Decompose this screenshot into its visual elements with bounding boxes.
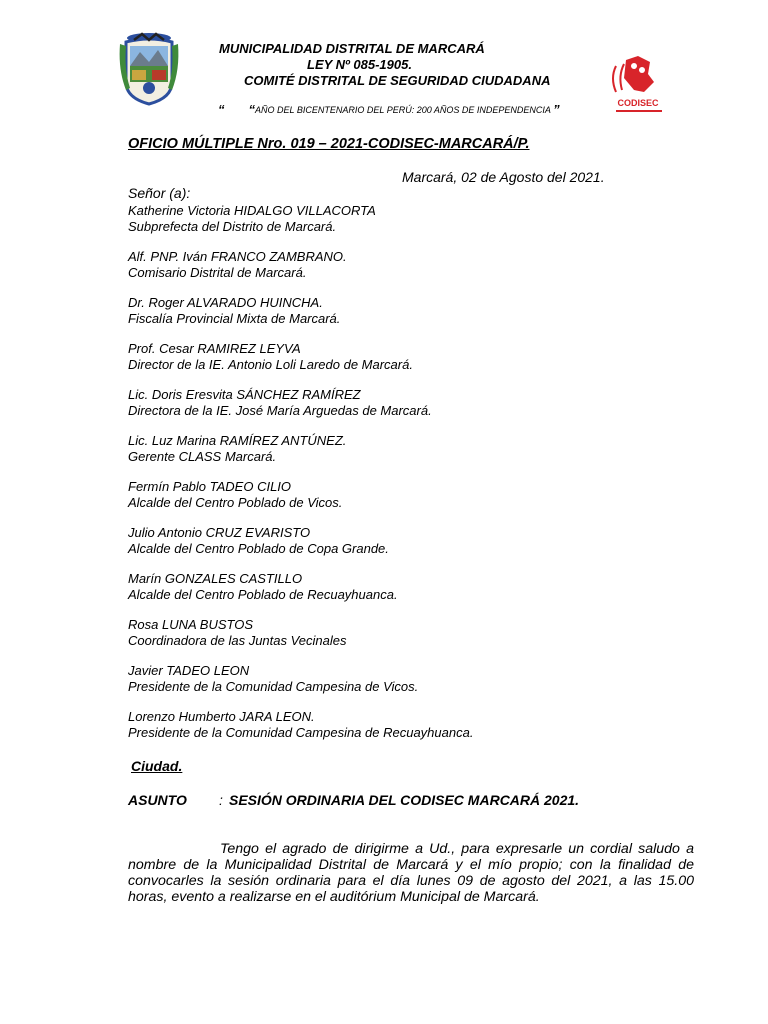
subject-label: ASUNTO <box>128 792 187 808</box>
city-line: Ciudad. <box>131 758 183 774</box>
recipient-name: Lic. Doris Eresvita SÁNCHEZ RAMÍREZ <box>128 387 361 402</box>
recipient-role: Fiscalía Provincial Mixta de Marcará. <box>128 311 341 326</box>
motto-open-quote: “ <box>218 102 225 117</box>
codisec-logo-label: CODISEC <box>617 98 659 108</box>
recipient-item <box>128 709 473 755</box>
motto-quote: “ <box>248 102 255 117</box>
recipient-item <box>128 433 473 479</box>
recipient-item <box>128 479 473 525</box>
recipient-name: Dr. Roger ALVARADO HUINCHA. <box>128 295 323 310</box>
recipient-name: Lic. Luz Marina RAMÍREZ ANTÚNEZ. <box>128 433 347 448</box>
recipient-role: Subprefecta del Distrito de Marcará. <box>128 219 337 234</box>
recipient-item <box>128 663 473 709</box>
recipient-role: Alcalde del Centro Poblado de Vicos. <box>128 495 343 510</box>
recipient-item <box>128 571 473 617</box>
recipient-role: Gerente CLASS Marcará. <box>128 449 277 464</box>
codisec-underline <box>616 110 662 112</box>
motto-close-quote: ” <box>553 102 560 117</box>
recipient-item <box>128 249 473 295</box>
municipal-crest-icon <box>116 30 182 112</box>
header-law: LEY Nº 085-1905. <box>307 57 412 72</box>
document-reference: OFICIO MÚLTIPLE Nro. 019 – 2021-CODISEC-MARCARÁ/P. <box>128 136 530 152</box>
recipient-item <box>128 387 473 433</box>
recipient-role: Alcalde del Centro Poblado de Recuayhuanca. <box>128 587 398 602</box>
recipient-role: Directora de la IE. José María Arguedas de Marcará. <box>128 403 432 418</box>
motto-text: AÑO DEL BICENTENARIO DEL PERÚ: 200 AÑOS DE INDEPENDENCIA <box>255 105 551 115</box>
recipient-name: Alf. PNP. Iván FRANCO ZAMBRANO. <box>128 249 347 264</box>
subject-text: SESIÓN ORDINARIA DEL CODISEC MARCARÁ 2021. <box>229 792 580 808</box>
recipient-role: Alcalde del Centro Poblado de Copa Grande. <box>128 541 389 556</box>
recipient-role: Presidente de la Comunidad Campesina de Vicos. <box>128 679 419 694</box>
document-date: Marcará, 02 de Agosto del 2021. <box>402 169 605 185</box>
recipient-name: Prof. Cesar RAMIREZ LEYVA <box>128 341 301 356</box>
recipient-name: Javier TADEO LEON <box>128 663 250 678</box>
recipient-item <box>128 617 473 663</box>
header-motto <box>218 102 560 117</box>
recipient-item <box>128 295 473 341</box>
recipient-name: Rosa LUNA BUSTOS <box>128 617 253 632</box>
recipient-role: Director de la IE. Antonio Loli Laredo de Marcará. <box>128 357 413 372</box>
recipient-name: Fermín Pablo TADEO CILIO <box>128 479 292 494</box>
recipient-item <box>128 341 473 387</box>
recipient-item <box>128 525 473 571</box>
codisec-logo-icon <box>610 56 668 118</box>
recipient-role: Comisario Distrital de Marcará. <box>128 265 307 280</box>
recipient-name: Julio Antonio CRUZ EVARISTO <box>128 525 311 540</box>
recipient-name: Katherine Victoria HIDALGO VILLACORTA <box>128 203 376 218</box>
recipient-name: Marín GONZALES CASTILLO <box>128 571 303 586</box>
letter-body: Tengo el agrado de dirigirme a Ud., para expresarle un cordial saludo a nombre de la Municipalidad Distrital de Marcará y el mío propio; con la finalidad de convocarles la sesión ordinaria para el día lunes 09 de agosto del 2021, a las 15.00 horas, evento a realizarse en el auditórium Municipal de Marcará. <box>128 841 694 905</box>
subject-colon: : <box>219 792 223 808</box>
header-committee: COMITÉ DISTRITAL DE SEGURIDAD CIUDADANA <box>244 73 551 88</box>
recipient-name: Lorenzo Humberto JARA LEON. <box>128 709 315 724</box>
recipient-role: Coordinadora de las Juntas Vecinales <box>128 633 347 648</box>
recipient-role: Presidente de la Comunidad Campesina de Recuayhuanca. <box>128 725 474 740</box>
recipient-item <box>128 203 473 249</box>
recipient-list <box>128 203 473 755</box>
header-municipality: MUNICIPALIDAD DISTRITAL DE MARCARÁ <box>219 41 485 56</box>
salutation: Señor (a): <box>128 185 191 201</box>
